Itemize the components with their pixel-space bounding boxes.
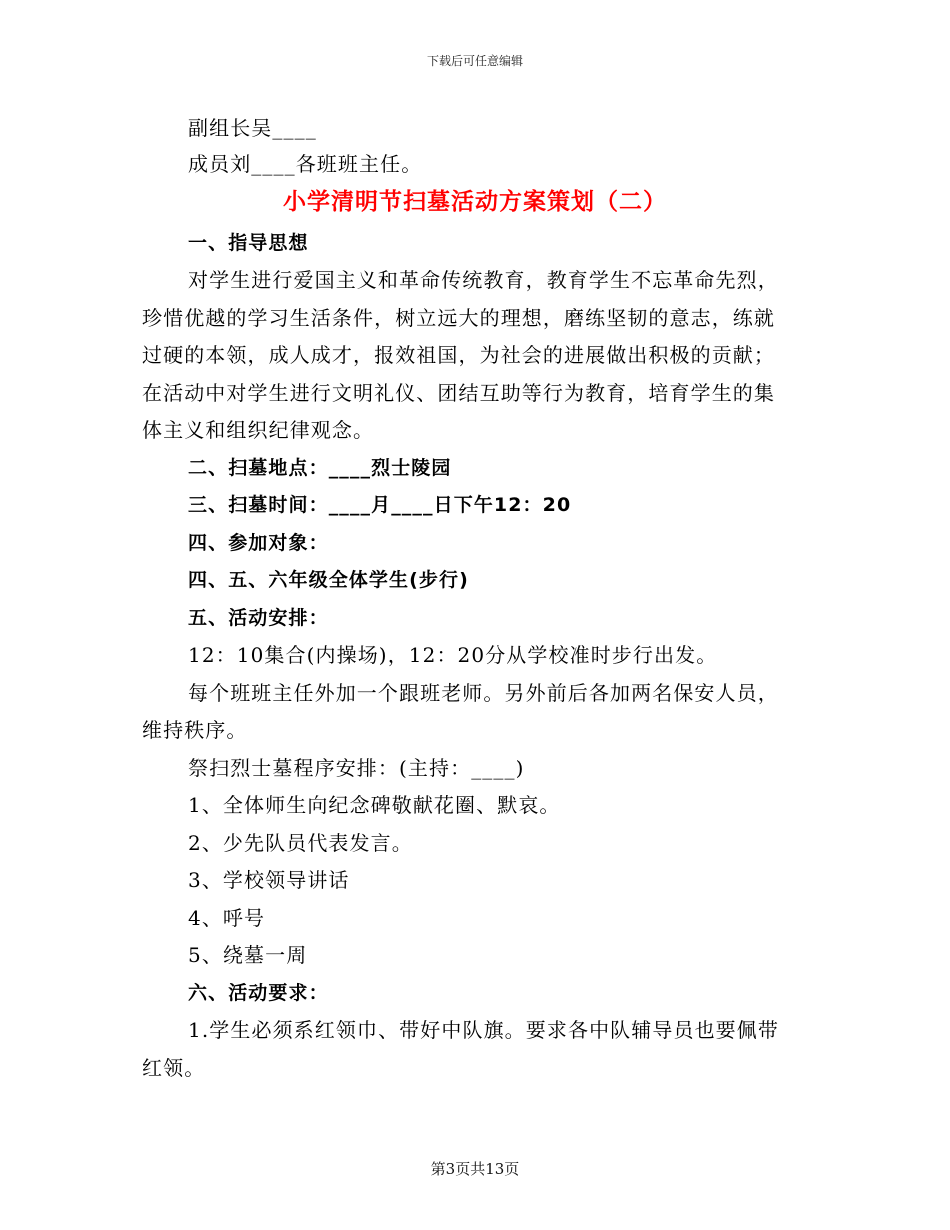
- paragraph-line: 每个班班主任外加一个跟班老师。另外前后各加两名保安人员，: [188, 681, 779, 705]
- participants-value: 四、五、六年级全体学生(步行): [188, 569, 469, 591]
- paragraph-line: 维持秩序。: [142, 718, 248, 742]
- page-header: 下载后可任意编辑: [426, 54, 523, 68]
- paragraph-line: 祭扫烈士墓程序安排：(主持：____): [188, 756, 525, 780]
- paragraph-line: 12：10集合(内操场)，12：20分从学校准时步行出发。: [188, 643, 718, 667]
- heading-requirements: 六、活动要求：: [188, 982, 329, 1004]
- page-footer: 第3页共13页: [430, 1160, 520, 1178]
- section-title: 小学清明节扫墓活动方案策划（二）: [283, 189, 667, 215]
- heading-location: 二、扫墓地点：____烈士陵园: [188, 457, 452, 479]
- heading-arrangement: 五、活动安排：: [188, 607, 329, 629]
- heading-time: 三、扫墓时间：____月____日下午12：20: [188, 494, 572, 516]
- heading-guiding-ideology: 一、指导思想: [188, 232, 309, 254]
- list-item: 2、少先队员代表发言。: [188, 831, 413, 855]
- members-line: 成员刘____各班班主任。: [188, 152, 423, 176]
- paragraph-line: 珍惜优越的学习生活条件，树立远大的理想，磨练坚韧的意志，练就: [142, 306, 775, 330]
- heading-participants: 四、参加对象：: [188, 532, 329, 554]
- list-item: 3、学校领导讲话: [188, 868, 350, 892]
- paragraph-line: 体主义和组织纪律观念。: [142, 418, 375, 442]
- paragraph-line: 1.学生必须系红领巾、带好中队旗。要求各中队辅导员也要佩带: [188, 1018, 779, 1042]
- list-item: 1、全体师生向纪念碑敬献花圈、默哀。: [188, 793, 561, 817]
- list-item: 5、绕墓一周: [188, 943, 308, 967]
- paragraph-line: 过硬的本领，成人成才，报效祖国，为社会的进展做出积极的贡献；: [142, 343, 775, 367]
- paragraph-line: 红领。: [142, 1056, 206, 1080]
- paragraph-line: 在活动中对学生进行文明礼仪、团结互助等行为教育，培育学生的集: [142, 381, 775, 405]
- list-item: 4、呼号: [188, 906, 266, 930]
- deputy-leader-line: 副组长吴____: [188, 116, 317, 140]
- paragraph-line: 对学生进行爱国主义和革命传统教育，教育学生不忘革命先烈，: [188, 268, 779, 292]
